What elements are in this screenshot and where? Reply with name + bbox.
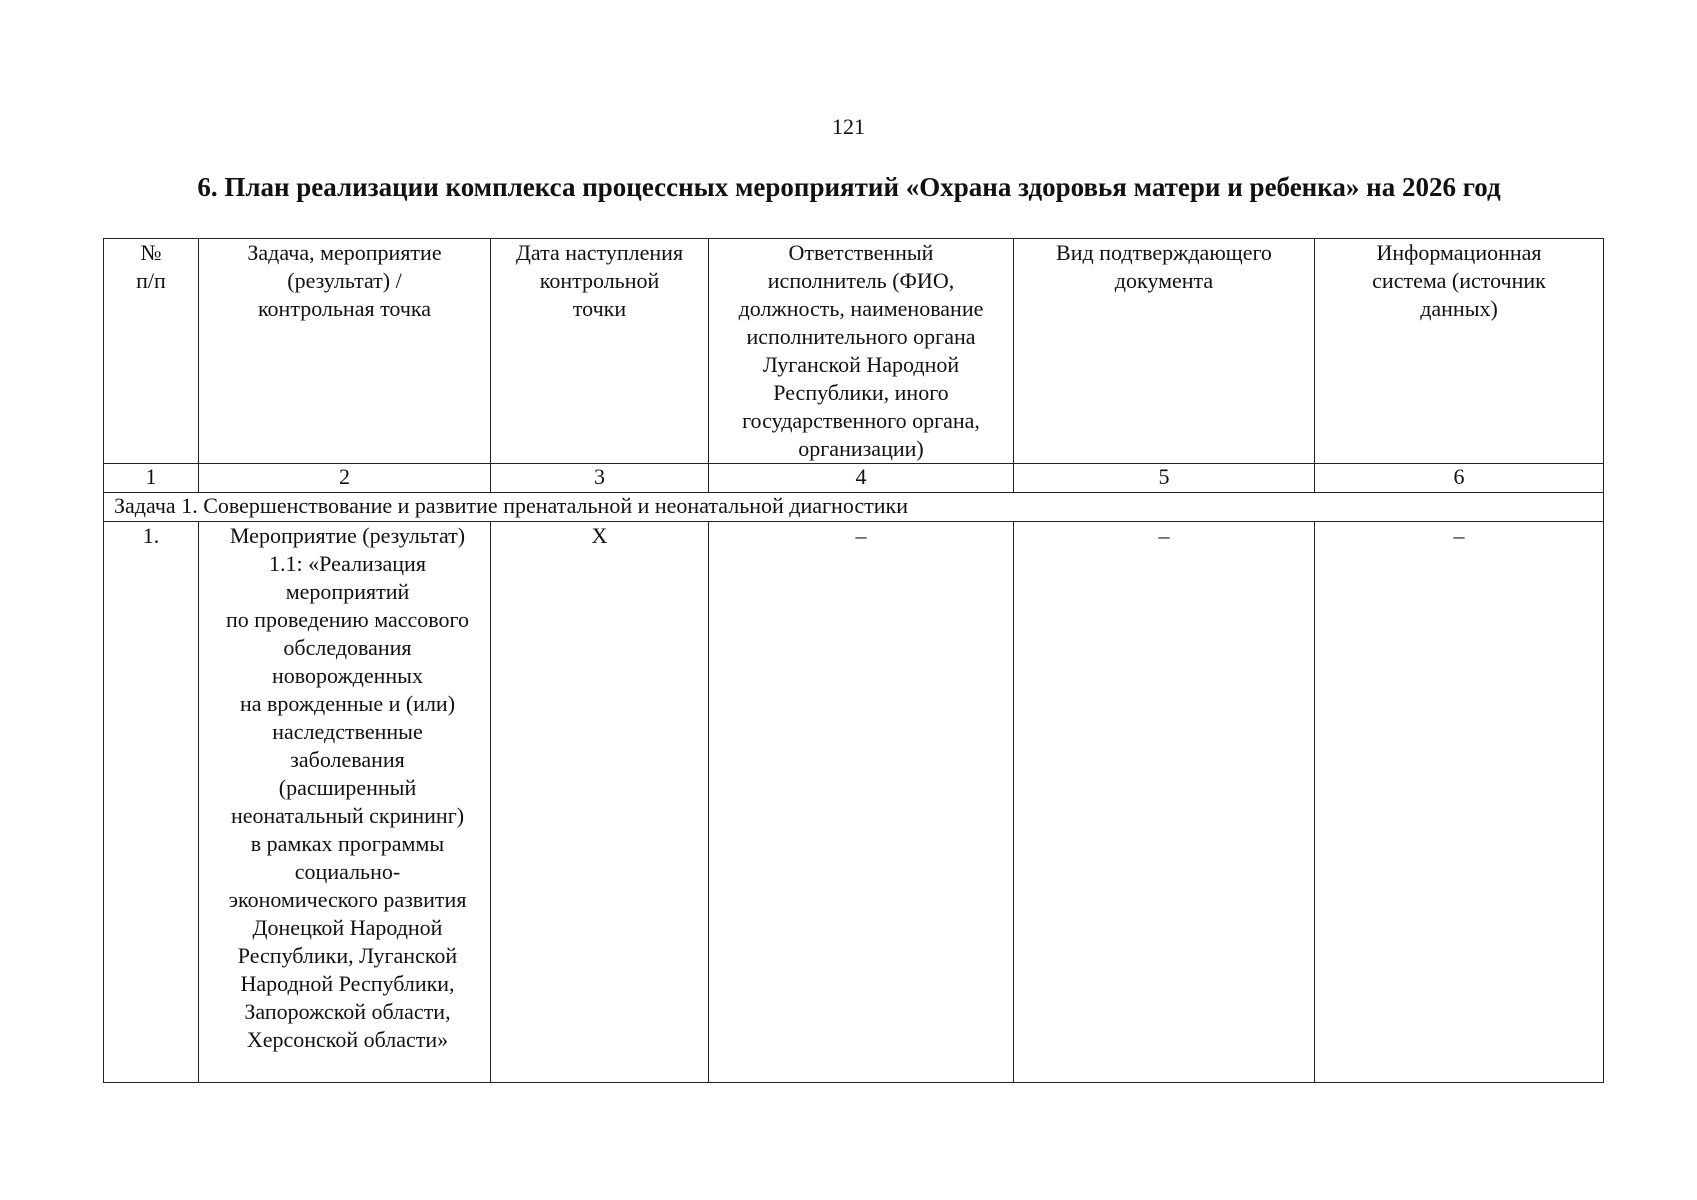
column-number: 2 xyxy=(199,464,491,493)
column-numbers-row xyxy=(104,464,1604,493)
header-line: документа xyxy=(1114,268,1214,293)
header-line: должность, наименование xyxy=(738,296,984,321)
header-line: контрольной xyxy=(539,268,660,293)
column-number: 4 xyxy=(709,464,1014,493)
activity-line: в рамках программы xyxy=(250,831,445,856)
activity-line: Херсонской области» xyxy=(246,1027,449,1052)
activity-line: по проведению массового xyxy=(226,607,469,632)
column-number: 6 xyxy=(1315,464,1604,493)
header-line: Информационная xyxy=(1376,240,1542,265)
header-line: Задача, мероприятие xyxy=(247,240,442,265)
activity-line: Запорожской области, xyxy=(244,999,451,1024)
page-number: 121 xyxy=(832,114,865,139)
header-lines xyxy=(1321,239,1597,323)
header-line: данных) xyxy=(1420,296,1498,321)
header-line: государственного органа, xyxy=(742,408,980,433)
header-cell-number xyxy=(104,239,199,464)
activity-lines xyxy=(209,522,486,1054)
plan-table xyxy=(103,238,1604,1083)
activity-line: заболевания xyxy=(290,747,405,772)
activity-line: Мероприятие (результат) xyxy=(229,523,466,548)
header-line: исполнительного органа xyxy=(746,324,976,349)
task-row xyxy=(104,493,1604,522)
activity-line: наследственные xyxy=(272,719,423,744)
activity-line: новорожденных xyxy=(272,663,423,688)
header-cell-date xyxy=(491,239,709,464)
header-line: Дата наступления xyxy=(515,240,684,265)
header-line: Ответственный xyxy=(788,240,934,265)
header-line: Луганской Народной xyxy=(762,352,960,377)
row-activity xyxy=(199,522,491,1083)
activity-line: экономического развития xyxy=(228,887,467,912)
header-cell-document xyxy=(1014,239,1315,464)
task-title: Задача 1. Совершенствование и развитие пренатальной и неонатальной диагностики xyxy=(104,493,1604,522)
column-number: 5 xyxy=(1014,464,1315,493)
column-number: 1 xyxy=(104,464,199,493)
header-line: п/п xyxy=(136,268,166,293)
row-document: – xyxy=(1014,522,1315,1083)
header-lines xyxy=(715,239,1007,463)
activity-line: 1.1: «Реализация xyxy=(269,551,426,576)
activity-line: обследования xyxy=(283,635,412,660)
document-title: 6. План реализации комплекса процессных мероприятий «Охрана здоровья матери и ребенка» на 2026 год xyxy=(197,172,1501,202)
header-line: точки xyxy=(572,296,627,321)
column-number: 3 xyxy=(491,464,709,493)
header-line: Республики, иного xyxy=(773,380,949,405)
header-lines xyxy=(497,239,702,323)
header-line: организации) xyxy=(798,436,924,461)
row-responsible: – xyxy=(709,522,1014,1083)
activity-line: Республики, Луганской xyxy=(237,943,458,968)
header-line: Вид подтверждающего xyxy=(1056,240,1272,265)
header-lines xyxy=(110,239,192,295)
activity-line: на врожденные и (или) xyxy=(239,691,456,716)
row-date: X xyxy=(491,522,709,1083)
activity-line: (расширенный xyxy=(278,775,417,800)
table-header-row xyxy=(104,239,1604,464)
header-line: контрольная точка xyxy=(257,296,432,321)
header-cell-responsible xyxy=(709,239,1014,464)
header-line: система (источник xyxy=(1372,268,1546,293)
activity-line: мероприятий xyxy=(285,579,410,604)
row-system: – xyxy=(1315,522,1604,1083)
header-line: исполнитель (ФИО, xyxy=(767,268,955,293)
header-line: (результат) / xyxy=(287,268,402,293)
activity-line: Народной Республики, xyxy=(240,971,455,996)
activity-line: неонатальный скрининг) xyxy=(230,803,465,828)
header-line: № xyxy=(140,240,162,265)
header-lines xyxy=(205,239,484,323)
header-lines xyxy=(1020,239,1308,295)
table-row xyxy=(104,522,1604,1083)
activity-line: Донецкой Народной xyxy=(252,915,443,940)
activity-line: социально- xyxy=(294,859,401,884)
header-cell-activity xyxy=(199,239,491,464)
header-cell-system xyxy=(1315,239,1604,464)
row-number: 1. xyxy=(104,522,199,1083)
